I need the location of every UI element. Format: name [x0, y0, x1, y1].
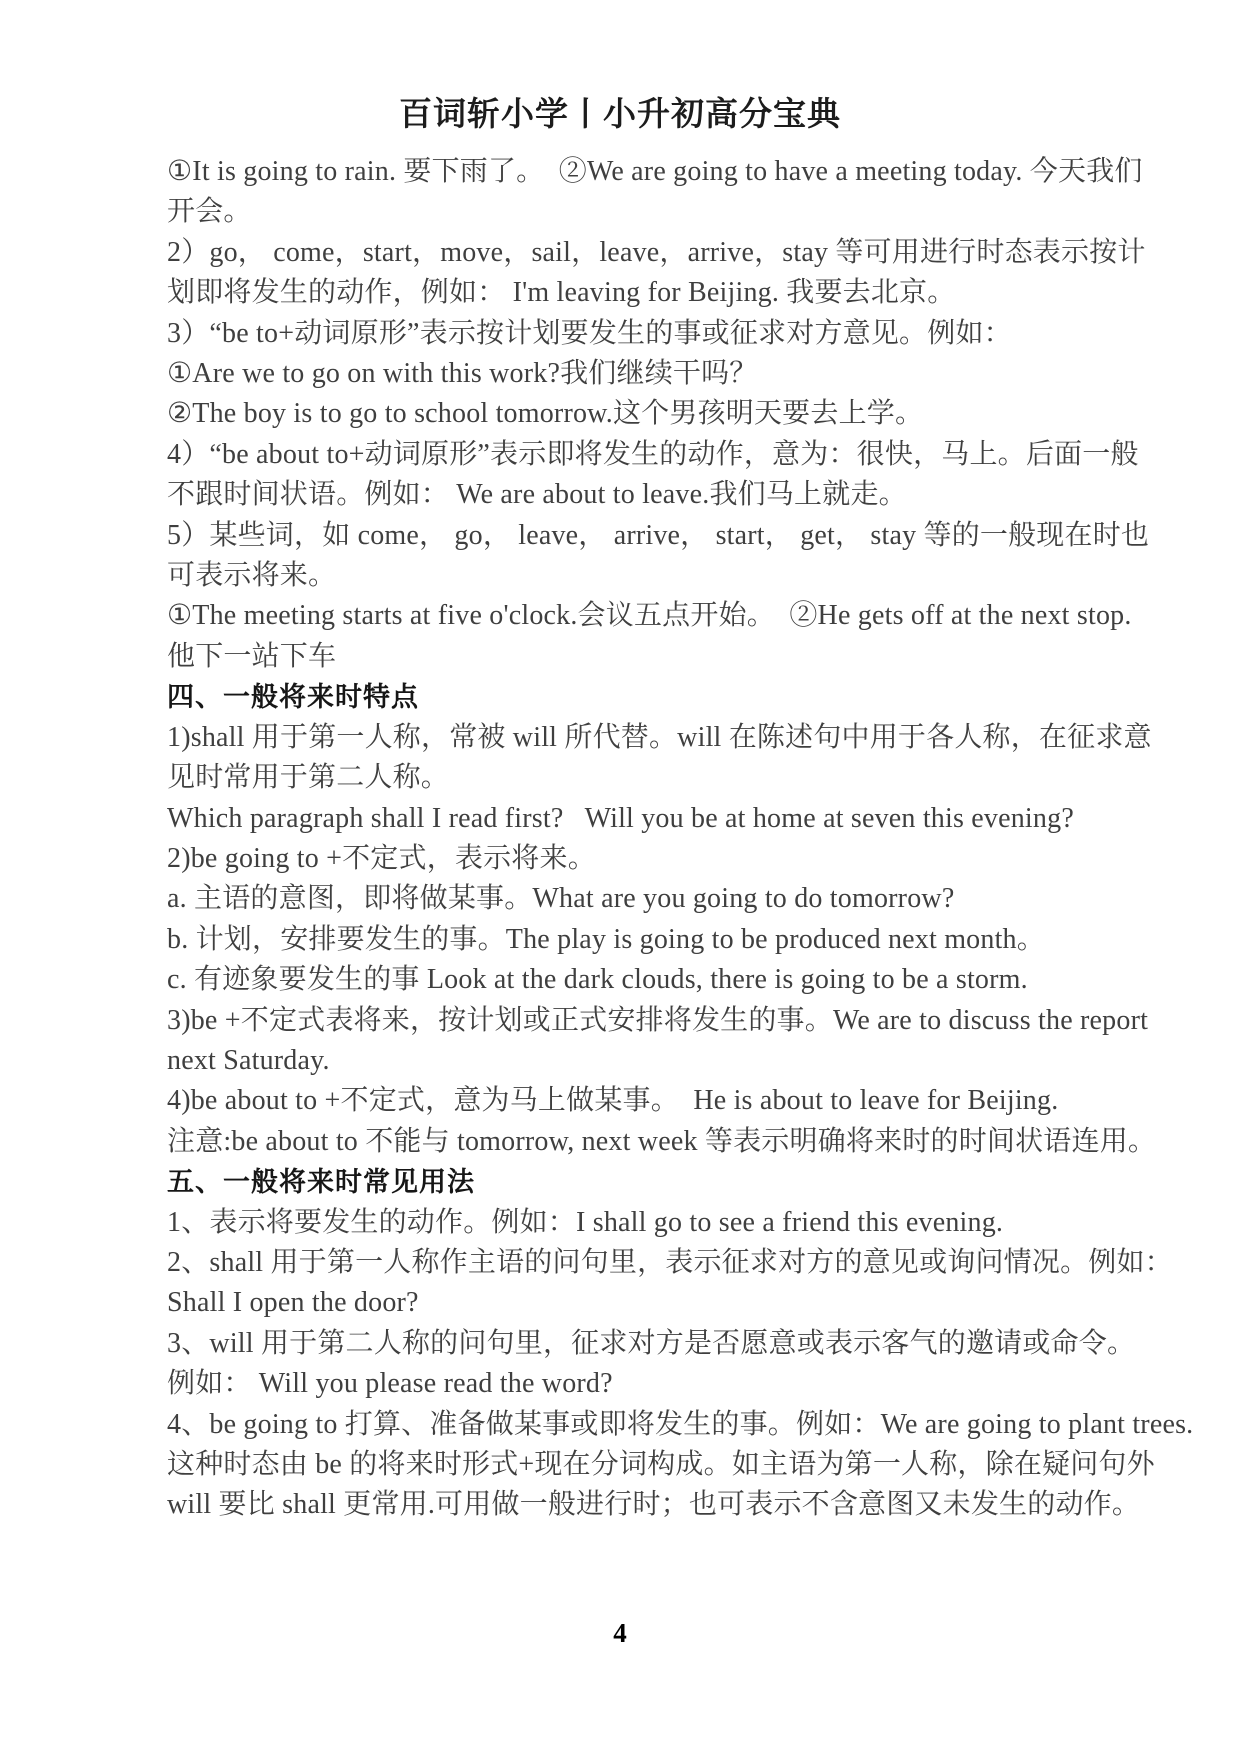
text-line: 不跟时间状语。例如： We are about to leave.我们马上就走。: [167, 479, 907, 511]
text-line: 4、be going to 打算、准备做某事或即将发生的事。例如：We are going to plant trees.: [167, 1408, 1194, 1440]
text-line: 例如： Will you please read the word?: [167, 1368, 613, 1400]
text-line: 见时常用于第二人称。: [167, 762, 450, 794]
text-line: 这种时态由 be 的将来时形式+现在分词构成。如主语为第一人称，除在疑问句外: [167, 1449, 1155, 1480]
text-line: 开会。: [167, 196, 252, 228]
text-line: will 要比 shall 更常用.可用做一般进行时；也可表示不含意图又未发生的动作。: [167, 1489, 1141, 1521]
page-title: 百词斩小学丨小升初高分宝典: [399, 97, 841, 133]
text-line: 4)be about to +不定式，意为马上做某事。 He is about to leave for Beijing.: [167, 1085, 1059, 1117]
text-line: c. 有迹象要发生的事 Look at the dark clouds, there is going to be a storm.: [167, 964, 1028, 996]
text-line: 2)be going to +不定式，表示将来。: [167, 842, 596, 874]
text-line: ②The boy is to go to school tomorrow.这个男孩明天要去上学。: [167, 398, 924, 430]
text-line: ①The meeting starts at five o'clock.会议五点开始。 ②He gets off at the next stop.: [167, 600, 1132, 632]
text-line: 1、表示将要发生的动作。例如：I shall go to see a friend this evening.: [167, 1206, 1004, 1238]
section-heading: 五、一般将来时常见用法: [167, 1167, 475, 1198]
text-line: 划即将发生的动作，例如： I'm leaving for Beijing. 我要去北京。: [167, 277, 956, 309]
text-line: 2）go， come，start，move，sail，leave，arrive，stay 等可用进行时态表示按计: [167, 236, 1146, 268]
text-line: Shall I open the door?: [167, 1287, 419, 1319]
text-line: 他下一站下车: [167, 640, 337, 672]
text-line: 2、shall 用于第一人称作主语的问句里，表示征求对方的意见或询问情况。例如：: [167, 1246, 1173, 1278]
text-line: next Saturday.: [167, 1044, 330, 1076]
text-line: 1)shall 用于第一人称，常被 will 所代替。will 在陈述句中用于各人称，在征求意: [167, 721, 1152, 753]
text-line: ①It is going to rain. 要下雨了。 ②We are going to have a meeting today. 今天我们: [167, 156, 1143, 187]
text-line: 3）“be to+动词原形”表示按计划要发生的事或征求对方意见。例如：: [167, 317, 1012, 349]
text-line: 注意:be about to 不能与 tomorrow, next week 等表示明确将来时的时间状语连用。: [167, 1125, 1157, 1157]
text-line: 5）某些词，如 come， go， leave， arrive， start， get， stay 等的一般现在时也: [167, 519, 1150, 551]
text-line: 可表示将来。: [167, 560, 337, 592]
text-line: 3、will 用于第二人称的问句里，征求对方是否愿意或表示客气的邀请或命令。: [167, 1327, 1136, 1359]
text-line: a. 主语的意图，即将做某事。What are you going to do tomorrow?: [167, 883, 955, 915]
page-number: 4: [613, 1618, 627, 1648]
document-body: [167, 152, 1194, 1526]
text-line: 4）“be about to+动词原形”表示即将发生的动作，意为：很快，马上。后面一般: [167, 438, 1139, 470]
section-heading: 四、一般将来时特点: [167, 682, 419, 713]
text-line: b. 计划，安排要发生的事。The play is going to be produced next month。: [167, 923, 1045, 955]
text-line: ①Are we to go on with this work?我们继续干吗？: [167, 358, 758, 390]
text-line: 3)be +不定式表将来，按计划或正式安排将发生的事。We are to discuss the report: [167, 1004, 1149, 1036]
text-line: Which paragraph shall I read first? Will you be at home at seven this evening?: [167, 802, 1074, 834]
